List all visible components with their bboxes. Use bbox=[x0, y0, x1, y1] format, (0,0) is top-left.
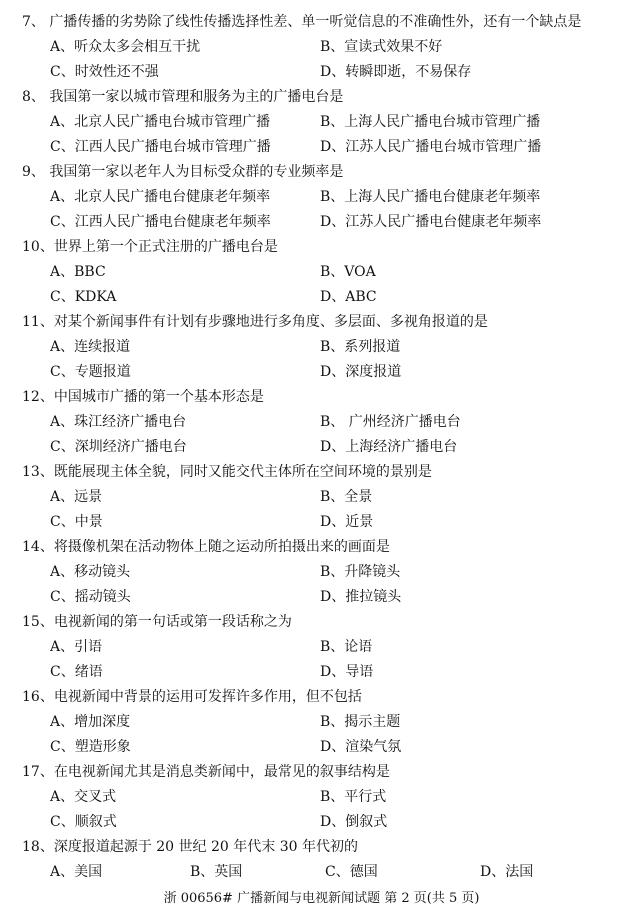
option-c: C、摇动镜头 bbox=[50, 589, 131, 605]
question-stem: 16、电视新闻中背景的运用可发挥许多作用，但不包括 bbox=[22, 689, 362, 705]
option-list bbox=[22, 110, 613, 160]
option-b: B、平行式 bbox=[320, 789, 387, 805]
question-stem: 11、对某个新闻事件有计划有步骤地进行多角度、多层面、多视角报道的是 bbox=[22, 314, 488, 330]
option-d: D、渲染气氛 bbox=[320, 739, 402, 755]
option-c: C、德国 bbox=[325, 864, 378, 880]
option-list bbox=[22, 35, 613, 85]
question-12 bbox=[22, 385, 613, 460]
option-d: D、深度报道 bbox=[320, 364, 402, 380]
option-b: B、 广州经济广播电台 bbox=[320, 414, 461, 430]
option-b: B、揭示主题 bbox=[320, 714, 401, 730]
question-stem: 15、电视新闻的第一句话或第一段话称之为 bbox=[22, 614, 292, 630]
option-d: D、上海经济广播电台 bbox=[320, 439, 458, 455]
option-a: A、听众太多会相互干扰 bbox=[50, 39, 201, 55]
option-d: D、江苏人民广播电台健康老年频率 bbox=[320, 214, 542, 230]
option-a: A、增加深度 bbox=[50, 714, 131, 730]
question-14 bbox=[22, 535, 613, 610]
option-d: D、推拉镜头 bbox=[320, 589, 402, 605]
option-a: A、引语 bbox=[50, 639, 103, 655]
option-d: D、倒叙式 bbox=[320, 814, 388, 830]
question-9 bbox=[22, 160, 613, 235]
option-b: B、上海人民广播电台健康老年频率 bbox=[320, 189, 541, 205]
option-c: C、KDKA bbox=[50, 289, 117, 305]
option-list bbox=[22, 860, 613, 885]
option-list bbox=[22, 785, 613, 835]
question-8 bbox=[22, 85, 613, 160]
question-16 bbox=[22, 685, 613, 760]
option-a: A、北京人民广播电台健康老年频率 bbox=[50, 189, 271, 205]
question-7 bbox=[22, 10, 613, 85]
option-a: A、珠江经济广播电台 bbox=[50, 414, 187, 430]
question-stem: 14、将摄像机架在活动物体上随之运动所拍摄出来的画面是 bbox=[22, 539, 390, 555]
question-stem: 8、 我国第一家以城市管理和服务为主的广播电台是 bbox=[22, 89, 344, 105]
question-stem: 10、世界上第一个正式注册的广播电台是 bbox=[22, 239, 278, 255]
option-a: A、美国 bbox=[50, 864, 103, 880]
option-c: C、专题报道 bbox=[50, 364, 131, 380]
option-c: C、绪语 bbox=[50, 664, 103, 680]
question-stem: 12、中国城市广播的第一个基本形态是 bbox=[22, 389, 264, 405]
option-c: C、中景 bbox=[50, 514, 103, 530]
option-d: D、导语 bbox=[320, 664, 374, 680]
option-d: D、ABC bbox=[320, 289, 377, 305]
option-c: C、时效性还不强 bbox=[50, 64, 159, 80]
option-b: B、宣读式效果不好 bbox=[320, 39, 443, 55]
question-17 bbox=[22, 760, 613, 835]
option-list bbox=[22, 335, 613, 385]
option-a: A、交叉式 bbox=[50, 789, 117, 805]
option-list bbox=[22, 185, 613, 235]
question-stem: 18、深度报道起源于 20 世纪 20 年代末 30 年代初的 bbox=[22, 839, 358, 855]
option-c: C、顺叙式 bbox=[50, 814, 117, 830]
option-d: D、近景 bbox=[320, 514, 374, 530]
question-stem: 17、在电视新闻尤其是消息类新闻中，最常见的叙事结构是 bbox=[22, 764, 390, 780]
option-d: D、法国 bbox=[480, 864, 534, 880]
question-stem: 7、 广播传播的劣势除了线性传播选择性差、单一听觉信息的不准确性外，还有一个缺点是 bbox=[22, 14, 582, 30]
option-b: B、全景 bbox=[320, 489, 373, 505]
option-c: C、塑造形象 bbox=[50, 739, 131, 755]
option-a: A、BBC bbox=[50, 264, 106, 280]
option-a: A、远景 bbox=[50, 489, 103, 505]
option-d: D、江苏人民广播电台城市管理广播 bbox=[320, 139, 542, 155]
option-list bbox=[22, 260, 613, 310]
option-b: B、升降镜头 bbox=[320, 564, 401, 580]
page-footer: 浙 00656# 广播新闻与电视新闻试题 第 2 页(共 5 页) bbox=[163, 891, 480, 906]
option-a: A、北京人民广播电台城市管理广播 bbox=[50, 114, 271, 130]
option-a: A、移动镜头 bbox=[50, 564, 131, 580]
option-list bbox=[22, 635, 613, 685]
question-stem: 13、既能展现主体全貌，同时又能交代主体所在空间环境的景别是 bbox=[22, 464, 432, 480]
option-b: B、英国 bbox=[190, 864, 243, 880]
question-18 bbox=[22, 835, 613, 885]
question-15 bbox=[22, 610, 613, 685]
option-list bbox=[22, 410, 613, 460]
option-b: B、论语 bbox=[320, 639, 373, 655]
option-c: C、深圳经济广播电台 bbox=[50, 439, 187, 455]
option-c: C、江西人民广播电台城市管理广播 bbox=[50, 139, 271, 155]
option-list bbox=[22, 485, 613, 535]
option-list bbox=[22, 560, 613, 610]
question-stem: 9、 我国第一家以老年人为目标受众群的专业频率是 bbox=[22, 164, 344, 180]
option-c: C、江西人民广播电台健康老年频率 bbox=[50, 214, 271, 230]
question-10 bbox=[22, 235, 613, 310]
question-13 bbox=[22, 460, 613, 535]
option-a: A、连续报道 bbox=[50, 339, 131, 355]
option-list bbox=[22, 710, 613, 760]
option-d: D、转瞬即逝，不易保存 bbox=[320, 64, 472, 80]
option-b: B、系列报道 bbox=[320, 339, 401, 355]
option-b: B、VOA bbox=[320, 264, 376, 280]
option-b: B、上海人民广播电台城市管理广播 bbox=[320, 114, 541, 130]
question-11 bbox=[22, 310, 613, 385]
